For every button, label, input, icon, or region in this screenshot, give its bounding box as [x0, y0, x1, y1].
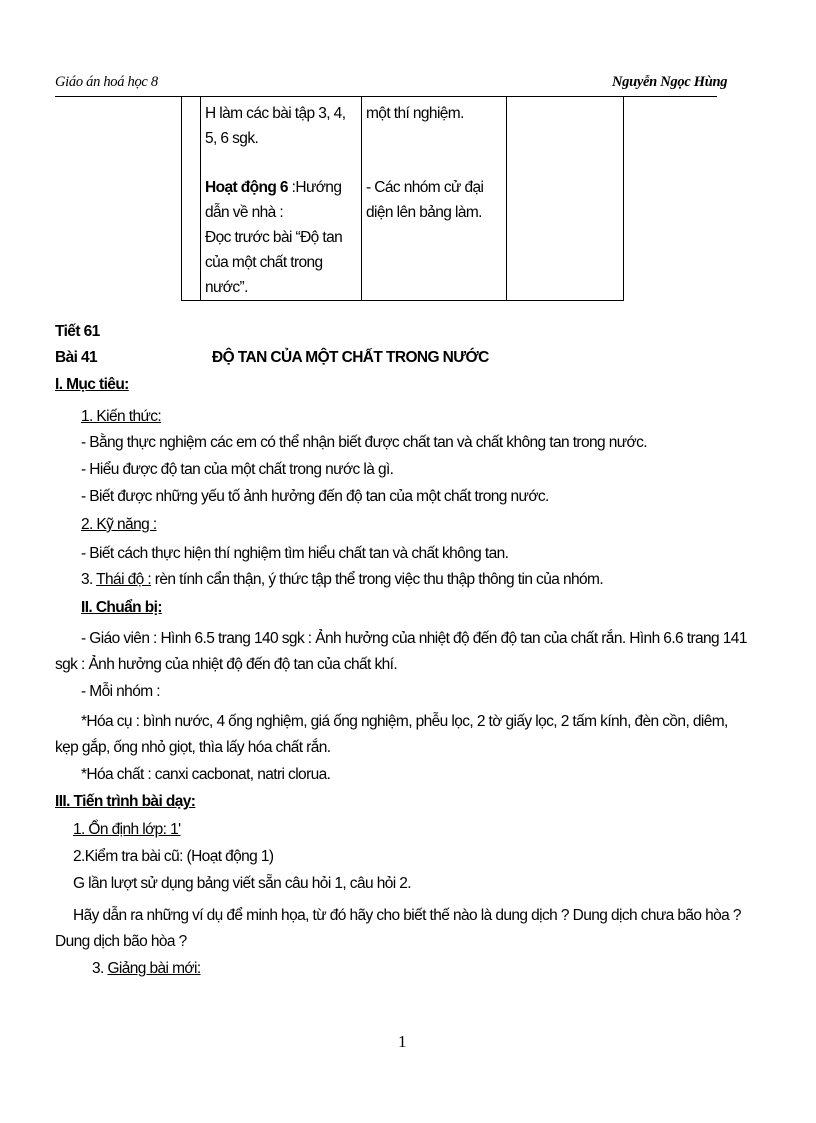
- class-stabilization: 1. Ổn định lớp: 1': [73, 821, 181, 838]
- table-cell-col2: [201, 97, 362, 301]
- knowledge-item-1: - Bằng thực nghiệm các em có thể nhận biết được chất tan và chất không tan trong nước.: [81, 434, 647, 451]
- attitude-prefix: 3.: [81, 571, 97, 588]
- new-lesson-prefix: 3.: [92, 960, 108, 977]
- question-board-text: G lần lượt sử dụng bảng viết sẵn câu hỏi 1, câu hỏi 2.: [73, 875, 412, 892]
- new-lesson-heading: Giảng bài mới:: [107, 960, 201, 977]
- attitude-heading: Thái độ :: [96, 571, 152, 588]
- section-preparation-heading: II. Chuẩn bị:: [81, 599, 162, 616]
- skills-item-1: - Biết cách thực hiện thí nghiệm tìm hiểu chất tan và chất không tan.: [81, 545, 509, 562]
- activity-6-rest: :Hướng dẫn về nhà :: [205, 179, 342, 221]
- table-col2-text: [201, 97, 361, 300]
- table-cell-col4: [507, 97, 624, 301]
- table-col3-text: [362, 97, 506, 225]
- knowledge-item-2: - Hiểu được độ tan của một chất trong nước là gì.: [81, 461, 394, 478]
- table-cell-col3: [362, 97, 507, 301]
- read-next-lesson-text: Đọc trước bài “Độ tan của một chất trong nước”.: [205, 229, 343, 296]
- homework-text: H làm các bài tập 3, 4, 5, 6 sgk.: [205, 105, 346, 147]
- knowledge-heading: 1. Kiến thức:: [81, 408, 162, 425]
- header-right: Nguyễn Ngọc Hùng: [612, 74, 728, 90]
- chemicals-list: *Hóa chất : canxi cacbonat, natri clorua.: [81, 766, 331, 783]
- page-number: 1: [398, 1032, 407, 1051]
- activity-6-label: Hoạt động 6: [205, 179, 288, 196]
- group-label: - Mỗi nhóm :: [81, 683, 160, 700]
- activity-6-text: [205, 175, 357, 225]
- tools-list: *Hóa cụ : bình nước, 4 ống nghiệm, giá ống nghiệm, phễu lọc, 2 tờ giấy lọc, 2 tấm kính, đèn cồn, diêm, kẹp gắp, ống nhỏ giọt, thìa lấy hóa chất rắn.: [55, 713, 728, 756]
- solution-question: Hãy dẫn ra những ví dụ để minh họa, từ đó hãy cho biết thế nào là dung dịch ? Dung dịch chưa bão hòa ? Dung dịch bão hòa ?: [55, 907, 741, 950]
- section-procedure-heading: III. Tiến trình bài dạy:: [55, 793, 196, 810]
- period-label: Tiết 61: [55, 323, 100, 340]
- header-left: Giáo án hoá học 8: [55, 74, 158, 90]
- new-lesson-line: [92, 960, 201, 978]
- skills-heading: 2. Kỹ năng :: [81, 516, 157, 533]
- knowledge-item-3: - Biết được những yếu tố ảnh hưởng đến độ tan của một chất trong nước.: [81, 488, 549, 505]
- attitude-text: rèn tính cẩn thận, ý thức tập thể trong việc thu thập thông tin của nhóm.: [151, 571, 604, 588]
- teacher-preparation: - Giáo viên : Hình 6.5 trang 140 sgk : Ảnh hưởng của nhiệt độ đến độ tan của chất rắn. Hình 6.6 trang 141 sgk : Ảnh hưởng của nhiệt độ đến độ tan của chất khí.: [55, 630, 747, 673]
- continuation-table: [181, 96, 624, 301]
- attitude-line: [81, 571, 603, 589]
- experiment-text: một thí nghiệm.: [366, 105, 464, 122]
- lesson-title: ĐỘ TAN CỦA MỘT CHẤT TRONG NƯỚC: [212, 349, 489, 366]
- group-representative-text: - Các nhóm cử đại diện lên bảng làm.: [366, 179, 484, 221]
- table-cell-col1: [182, 97, 201, 301]
- old-lesson-check: 2.Kiểm tra bài cũ: (Hoạt động 1): [73, 848, 274, 865]
- section-objectives-heading: I. Mục tiêu:: [55, 376, 129, 393]
- lesson-number: Bài 41: [55, 349, 98, 366]
